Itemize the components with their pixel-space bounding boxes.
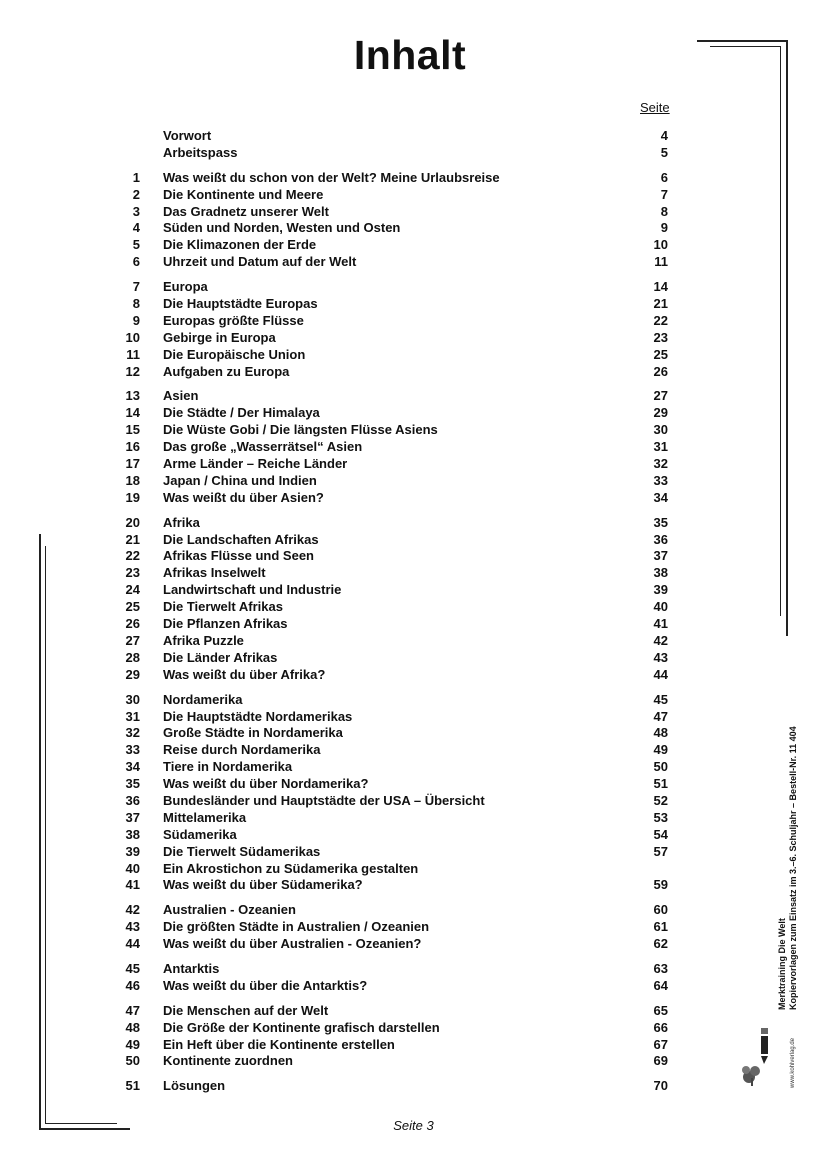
toc-item-label: Vorwort	[163, 128, 212, 143]
toc-row	[0, 330, 700, 347]
toc-item-label: Die Pflanzen Afrikas	[163, 616, 288, 632]
toc-item-page: 54	[653, 826, 668, 842]
toc-item-label: Die Hauptstädte Europas	[163, 296, 318, 312]
publisher-url: www.kohlverlag.de	[790, 1037, 796, 1088]
toc-item-label: Die Menschen auf der Welt	[163, 1002, 329, 1018]
toc-item-label: Was weißt du über Nordamerika?	[163, 776, 369, 792]
toc-item-label: Die Hauptstädte Nordamerikas	[163, 708, 353, 724]
toc-item-label: Ein Akrostichon zu Südamerika gestalten	[163, 860, 419, 876]
side-product-info	[777, 726, 799, 1010]
toc-item-page: 62	[653, 936, 668, 952]
toc-item-label: Die Länder Afrikas	[163, 649, 278, 665]
toc-item-number: 50	[125, 1053, 140, 1069]
toc-item-number: 4	[132, 220, 140, 236]
toc-item-label: Die Tierwelt Südamerikas	[163, 843, 321, 859]
toc-item-label: Uhrzeit und Datum auf der Welt	[163, 254, 357, 270]
toc-item-number: 38	[125, 826, 140, 842]
toc-item-label: Arbeitspass	[163, 144, 238, 160]
toc-item-label: Die Klimazonen der Erde	[163, 237, 317, 253]
toc-row	[0, 793, 700, 810]
toc-item-page: 63	[653, 960, 668, 976]
toc-row	[0, 633, 700, 650]
toc-row	[0, 439, 700, 456]
toc-item-number: 1	[132, 169, 140, 185]
toc-item-page: 42	[653, 632, 668, 648]
toc-item-label: Asien	[163, 388, 199, 404]
toc-item-page: 14	[653, 279, 668, 295]
toc-item-page: 66	[653, 1019, 668, 1035]
toc-row	[0, 709, 700, 726]
toc-row	[0, 473, 700, 490]
toc-group	[0, 1078, 700, 1095]
toc-item-number: 25	[125, 599, 140, 615]
publisher-logo-icon	[739, 1020, 791, 1090]
toc-row	[0, 296, 700, 313]
toc-item-label: Was weißt du über Australien - Ozeanien?	[163, 936, 422, 952]
toc-item-number: 26	[125, 616, 140, 632]
frame-top-line-outer	[697, 40, 787, 42]
toc-item-label: Mittelamerika	[163, 809, 247, 825]
toc-item-number: 39	[125, 843, 140, 859]
toc-item-page: 22	[653, 312, 668, 328]
toc-item-label: Bundesländer und Hauptstädte der USA – Übersicht	[163, 792, 485, 808]
toc-item-page: 10	[653, 237, 668, 253]
toc-item-page: 47	[653, 708, 668, 724]
toc-item-page: 39	[653, 582, 668, 598]
toc-row	[0, 861, 700, 878]
frame-left-line-outer	[39, 534, 41, 1130]
toc-item-number: 6	[132, 254, 140, 270]
side-product-subtitle: Kopiervorlagen zum Einsatz im 3.–6. Schuljahr – Bestell-Nr. 11 404	[788, 726, 798, 1010]
toc-group	[0, 388, 700, 506]
toc-item-number: 12	[125, 363, 140, 379]
toc-item-page: 26	[653, 363, 668, 379]
toc-item-page: 59	[653, 877, 668, 893]
toc-group	[0, 1003, 700, 1071]
toc-item-page: 32	[653, 456, 668, 472]
toc-item-page: 52	[653, 792, 668, 808]
toc-item-label: Afrikas Inselwelt	[163, 565, 266, 581]
toc-row	[0, 170, 700, 187]
toc-item-number: 42	[125, 902, 140, 918]
toc-item-page: 34	[653, 489, 668, 505]
toc-item-label: Japan / China und Indien	[163, 472, 317, 488]
toc-item-page: 41	[653, 616, 668, 632]
toc-item-page: 48	[653, 725, 668, 741]
toc-row	[0, 456, 700, 473]
toc-item-number: 21	[125, 531, 140, 547]
toc-row	[0, 279, 700, 296]
toc-item-number: 9	[132, 312, 140, 328]
toc-item-page: 69	[653, 1053, 668, 1069]
toc-row	[0, 515, 700, 532]
toc-item-number: 19	[125, 489, 140, 505]
toc-item-page: 67	[653, 1036, 668, 1052]
toc-item-number: 16	[125, 439, 140, 455]
toc-item-label: Das Gradnetz unserer Welt	[163, 203, 329, 219]
toc-item-number: 47	[125, 1002, 140, 1018]
toc-row	[0, 364, 700, 381]
side-product-title: Merktraining Die Welt	[777, 918, 787, 1010]
toc-group	[0, 902, 700, 953]
toc-item-label: Europas größte Flüsse	[163, 312, 304, 328]
toc-row	[0, 1078, 700, 1095]
toc-item-label: Die größten Städte in Australien / Ozeanien	[163, 919, 430, 935]
toc-item-label: Europa	[163, 279, 208, 295]
toc-item-page: 9	[660, 220, 668, 236]
toc-row	[0, 759, 700, 776]
toc-item-number: 36	[125, 792, 140, 808]
toc-item-label: Das große „Wasserrätsel“ Asien	[163, 439, 363, 455]
toc-item-number: 23	[125, 565, 140, 581]
toc-row	[0, 844, 700, 861]
toc-row	[0, 254, 700, 271]
toc-item-label: Was weißt du über Südamerika?	[163, 877, 363, 893]
toc-item-number: 11	[126, 346, 140, 362]
toc-item-page: 50	[653, 759, 668, 775]
toc-item-number: 41	[125, 877, 140, 893]
toc-item-number: 18	[125, 472, 140, 488]
toc-item-page: 21	[653, 296, 668, 312]
toc-row	[0, 145, 700, 162]
frame-right-line-inner	[780, 46, 781, 616]
toc-item-page: 8	[660, 203, 668, 219]
toc-row	[0, 1053, 700, 1070]
toc-item-page: 61	[653, 919, 668, 935]
toc-item-number: 32	[125, 725, 140, 741]
toc-item-page: 65	[653, 1002, 668, 1018]
page-footer: Seite 3	[393, 1118, 434, 1133]
toc-item-page: 23	[653, 329, 668, 345]
toc-item-number: 5	[132, 237, 140, 253]
toc-item-page: 6	[660, 169, 668, 185]
toc-row	[0, 810, 700, 827]
toc-item-number: 33	[125, 742, 140, 758]
toc-item-number: 40	[125, 860, 140, 876]
toc-item-number: 13	[125, 388, 140, 404]
toc-item-label: Süden und Norden, Westen und Osten	[163, 220, 401, 236]
toc-row	[0, 725, 700, 742]
toc-row	[0, 827, 700, 844]
toc-item-label: Antarktis	[163, 960, 220, 976]
toc-item-label: Australien - Ozeanien	[163, 902, 296, 918]
toc-item-number: 46	[125, 977, 140, 993]
toc-row	[0, 204, 700, 221]
toc-item-page: 45	[653, 691, 668, 707]
toc-row	[0, 599, 700, 616]
toc-item-label: Was weißt du schon von der Welt? Meine Urlaubsreise	[163, 169, 500, 185]
toc-item-page: 64	[653, 977, 668, 993]
toc-item-label: Die Landschaften Afrikas	[163, 531, 319, 547]
toc-row	[0, 1003, 700, 1020]
toc-item-page: 33	[653, 472, 668, 488]
toc-item-page: 30	[653, 422, 668, 438]
toc-item-label: Was weißt du über die Antarktis?	[163, 977, 368, 993]
toc-item-label: Arme Länder – Reiche Länder	[163, 456, 348, 472]
toc-item-page: 38	[653, 565, 668, 581]
toc-row	[0, 220, 700, 237]
toc-group	[0, 279, 700, 380]
toc-item-page: 49	[653, 742, 668, 758]
toc-row	[0, 692, 700, 709]
toc-row	[0, 128, 700, 145]
toc-group	[0, 128, 700, 162]
toc-item-label: Südamerika	[163, 826, 237, 842]
toc-item-label: Tiere in Nordamerika	[163, 759, 293, 775]
toc-item-label: Die Wüste Gobi / Die längsten Flüsse Asiens	[163, 422, 438, 438]
toc-item-page: 51	[653, 776, 668, 792]
toc-row	[0, 902, 700, 919]
toc-row	[0, 548, 700, 565]
toc-item-number: 45	[125, 960, 140, 976]
toc-item-label: Große Städte in Nordamerika	[163, 725, 343, 741]
page-title: Inhalt	[353, 32, 467, 78]
toc-item-label: Die Kontinente und Meere	[163, 186, 324, 202]
toc-row	[0, 490, 700, 507]
toc-item-number: 27	[125, 632, 140, 648]
toc-row	[0, 978, 700, 995]
frame-bottom-line-outer	[39, 1128, 130, 1130]
toc-item-number: 35	[125, 776, 140, 792]
toc-row	[0, 582, 700, 599]
toc-item-label: Nordamerika	[163, 691, 243, 707]
toc-item-number: 28	[125, 649, 140, 665]
toc-item-number: 49	[125, 1036, 140, 1052]
toc-item-label: Afrikas Flüsse und Seen	[163, 548, 314, 564]
page-column-header: Seite	[640, 100, 670, 115]
toc-group	[0, 692, 700, 895]
toc-row	[0, 776, 700, 793]
toc-item-label: Landwirtschaft und Industrie	[163, 582, 342, 598]
toc-item-number: 30	[125, 691, 140, 707]
table-of-contents	[0, 128, 700, 1103]
toc-item-number: 31	[125, 708, 140, 724]
toc-group	[0, 170, 700, 271]
toc-item-number: 2	[132, 186, 140, 202]
toc-row	[0, 1037, 700, 1054]
toc-item-label: Die Größe der Kontinente grafisch darstellen	[163, 1019, 440, 1035]
toc-row	[0, 532, 700, 549]
toc-row	[0, 422, 700, 439]
toc-item-page: 40	[653, 599, 668, 615]
toc-item-label: Lösungen	[163, 1078, 226, 1094]
toc-item-page: 27	[653, 388, 668, 404]
toc-item-page: 44	[653, 666, 668, 682]
toc-item-page: 5	[660, 144, 668, 160]
toc-item-page: 35	[653, 514, 668, 530]
toc-item-number: 24	[125, 582, 140, 598]
frame-left-line-inner	[45, 546, 46, 1124]
toc-row	[0, 742, 700, 759]
toc-row	[0, 347, 700, 364]
toc-item-number: 51	[125, 1078, 140, 1094]
toc-item-page: 57	[653, 843, 668, 859]
toc-item-number: 3	[132, 203, 140, 219]
toc-item-label: Kontinente zuordnen	[163, 1053, 293, 1069]
toc-item-label: Aufgaben zu Europa	[163, 363, 290, 379]
toc-item-number: 20	[125, 514, 140, 530]
toc-row	[0, 936, 700, 953]
toc-row	[0, 565, 700, 582]
toc-item-label: Ein Heft über die Kontinente erstellen	[163, 1036, 395, 1052]
toc-item-label: Die Städte / Der Himalaya	[163, 405, 320, 421]
toc-item-page: 53	[653, 809, 668, 825]
toc-item-page: 36	[653, 531, 668, 547]
toc-item-label: Die Tierwelt Afrikas	[163, 599, 283, 615]
toc-item-label: Gebirge in Europa	[163, 329, 276, 345]
toc-item-number: 17	[125, 456, 140, 472]
toc-row	[0, 313, 700, 330]
toc-item-number: 7	[132, 279, 140, 295]
toc-row	[0, 187, 700, 204]
toc-item-page: 60	[653, 902, 668, 918]
toc-item-label: Afrika Puzzle	[163, 632, 244, 648]
toc-row	[0, 650, 700, 667]
toc-item-page: 11	[654, 254, 668, 270]
toc-item-number: 37	[125, 809, 140, 825]
toc-group	[0, 961, 700, 995]
toc-item-page: 43	[653, 649, 668, 665]
toc-item-page: 29	[653, 405, 668, 421]
frame-top-line-inner	[710, 46, 781, 47]
toc-row	[0, 1020, 700, 1037]
toc-item-page: 31	[653, 439, 668, 455]
toc-item-number: 14	[125, 405, 140, 421]
toc-item-label: Was weißt du über Afrika?	[163, 666, 326, 682]
toc-item-number: 8	[132, 296, 140, 312]
toc-row	[0, 388, 700, 405]
toc-item-label: Was weißt du über Asien?	[163, 489, 324, 505]
toc-item-number: 48	[125, 1019, 140, 1035]
toc-row	[0, 237, 700, 254]
toc-item-label: Afrika	[163, 514, 200, 530]
toc-row	[0, 961, 700, 978]
toc-item-number: 10	[125, 329, 140, 345]
toc-row	[0, 405, 700, 422]
toc-item-label: Die Europäische Union	[163, 346, 306, 362]
toc-item-number: 44	[125, 936, 140, 952]
toc-item-page: 7	[660, 186, 668, 202]
toc-item-page: 25	[653, 346, 668, 362]
toc-row	[0, 919, 700, 936]
toc-item-label: Reise durch Nordamerika	[163, 742, 321, 758]
frame-right-line-outer	[786, 40, 788, 636]
toc-item-number: 43	[125, 919, 140, 935]
toc-item-page: 37	[653, 548, 668, 564]
toc-item-number: 15	[125, 422, 140, 438]
toc-row	[0, 667, 700, 684]
toc-group	[0, 515, 700, 684]
frame-bottom-line-inner	[45, 1123, 117, 1124]
toc-item-page: 4	[660, 128, 668, 143]
toc-item-number: 34	[125, 759, 140, 775]
toc-item-number: 22	[125, 548, 140, 564]
toc-row	[0, 616, 700, 633]
toc-item-number: 29	[125, 666, 140, 682]
toc-item-page: 70	[653, 1078, 668, 1094]
toc-row	[0, 877, 700, 894]
